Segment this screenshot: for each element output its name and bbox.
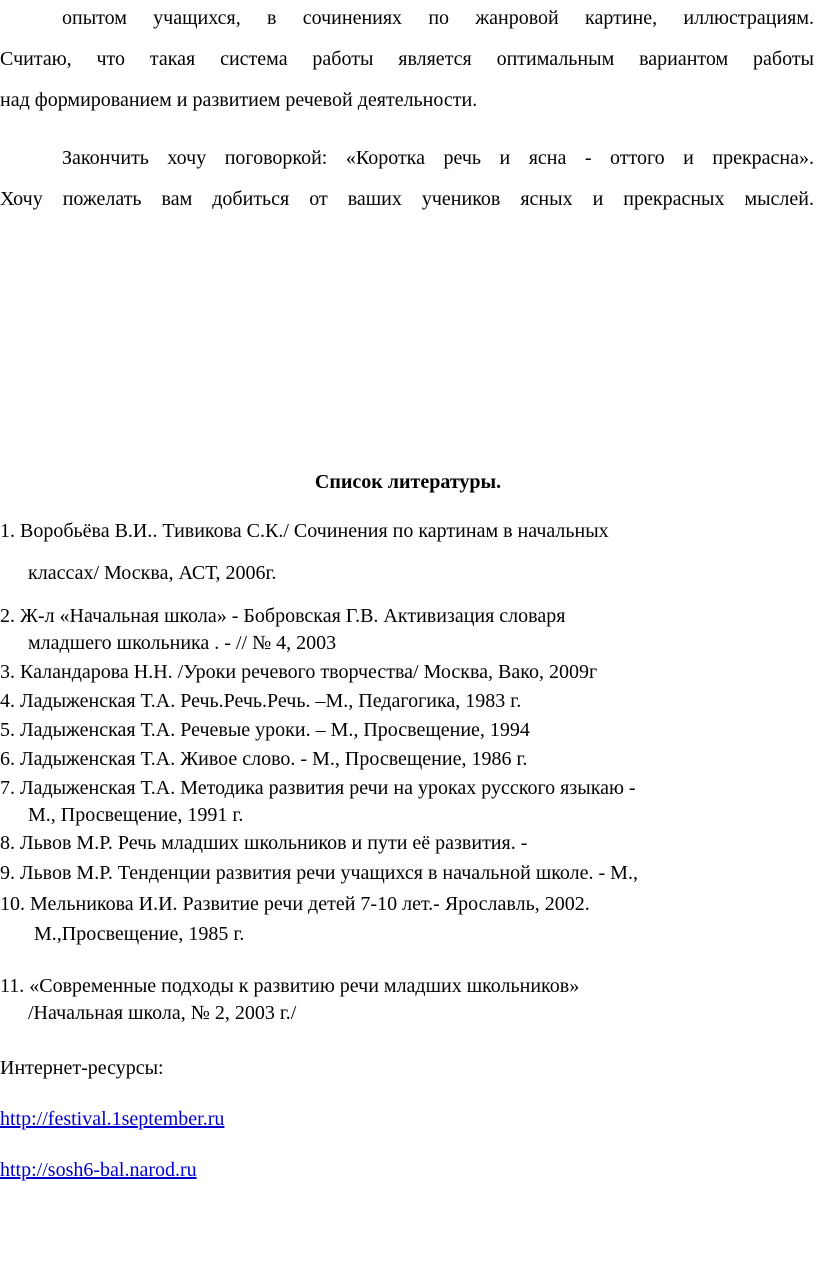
- reference-item: 5. Ладыженская Т.А. Речевые уроки. – М., Просвещение, 1994: [0, 719, 530, 741]
- reference-item: 2. Ж-л «Начальная школа» - Бобровская Г.В. Активизация словаря: [0, 605, 566, 627]
- reference-item: классах/ Москва, АСТ, 2006г.: [28, 562, 277, 584]
- reference-item: М.,Просвещение, 1985 г.: [34, 923, 245, 945]
- reference-item: 1. Воробьёва В.И.. Тивикова С.К./ Сочинения по картинам в начальных: [0, 520, 609, 542]
- intro-line: Закончить хочу поговоркой: «Коротка речь и ясна - оттого и прекрасна».: [62, 147, 814, 169]
- intro-line: над формированием и развитием речевой деятельности.: [0, 89, 478, 111]
- intro-line: Хочу пожелать вам добиться от ваших учеников ясных и прекрасных мыслей.: [0, 188, 814, 210]
- reference-item: /Начальная школа, № 2, 2003 г./: [28, 1002, 297, 1024]
- reference-item: 7. Ладыженская Т.А. Методика развития речи на уроках русского языкаю -: [0, 777, 636, 799]
- reference-item: 8. Львов М.Р. Речь младших школьников и пути её развития. -: [0, 832, 528, 854]
- festival-link[interactable]: http://festival.1september.ru: [0, 1108, 225, 1130]
- reference-item: 10. Мельникова И.И. Развитие речи детей 7-10 лет.- Ярославль, 2002.: [0, 893, 590, 915]
- reference-item: М., Просвещение, 1991 г.: [28, 804, 244, 826]
- reference-item: 4. Ладыженская Т.А. Речь.Речь.Речь. –М., Педагогика, 1983 г.: [0, 690, 522, 712]
- internet-resources-label: Интернет-ресурсы:: [0, 1057, 164, 1079]
- reference-item: 6. Ладыженская Т.А. Живое слово. - М., Просвещение, 1986 г.: [0, 748, 528, 770]
- sosh6-link[interactable]: http://sosh6-bal.narod.ru: [0, 1159, 197, 1181]
- reference-item: младшего школьника . - // № 4, 2003: [28, 632, 337, 654]
- reference-item: 11. «Современные подходы к развитию речи младших школьников»: [0, 975, 580, 997]
- reference-item: 9. Львов М.Р. Тенденции развития речи учащихся в начальной школе. - М.,: [0, 862, 638, 884]
- references-title: Список литературы.: [314, 471, 502, 493]
- reference-item: 3. Каландарова Н.Н. /Уроки речевого творчества/ Москва, Вако, 2009г: [0, 661, 598, 683]
- intro-line: опытом учащихся, в сочинениях по жанровой картине, иллюстрациям.: [62, 7, 814, 29]
- intro-line: Считаю, что такая система работы является оптимальным вариантом работы: [0, 48, 814, 70]
